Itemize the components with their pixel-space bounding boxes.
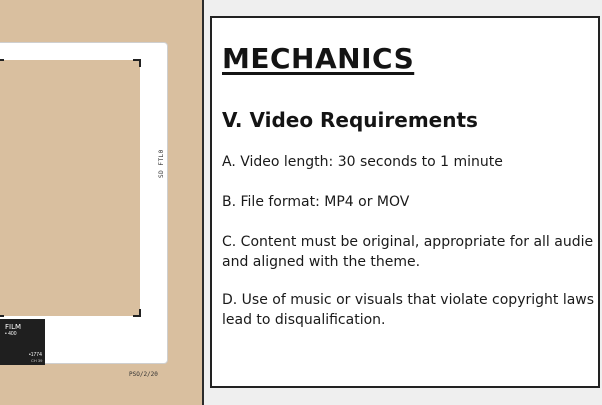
film-badge <box>0 319 45 365</box>
film-badge-title: FILM <box>5 323 22 331</box>
requirement-line: C. Content must be original, appropriate for all audie <box>222 234 594 250</box>
film-badge-number: •1774 <box>29 352 42 358</box>
crop-corner-top-left-icon <box>0 59 4 67</box>
requirement-item <box>222 152 503 172</box>
slide-title: MECHANICS <box>222 42 415 75</box>
film-frame-code: PSO/2/20 <box>129 371 158 378</box>
section-heading: V. Video Requirements <box>222 108 478 132</box>
requirement-line-continued: lead to disqualification. <box>222 312 386 328</box>
requirement-item <box>222 232 593 272</box>
requirement-line: B. File format: MP4 or MOV <box>222 194 410 210</box>
film-badge-code: CH 39 <box>31 358 43 363</box>
crop-corner-bottom-left-icon <box>0 309 4 317</box>
film-frame <box>0 42 168 378</box>
film-photo-area <box>0 60 140 316</box>
requirement-line-continued: and aligned with the theme. <box>222 254 421 270</box>
crop-corner-top-right-icon <box>133 59 141 67</box>
left-panel <box>0 0 204 405</box>
slide-card <box>210 16 600 388</box>
crop-corner-bottom-right-icon <box>133 309 141 317</box>
requirement-line: D. Use of music or visuals that violate copyright laws <box>222 292 595 308</box>
requirement-item <box>222 192 409 212</box>
requirement-line: A. Video length: 30 seconds to 1 minute <box>222 154 503 170</box>
requirement-item <box>222 290 594 330</box>
film-side-label: SD FTL0 <box>158 149 165 178</box>
film-badge-subtitle: • 400 <box>5 331 17 337</box>
